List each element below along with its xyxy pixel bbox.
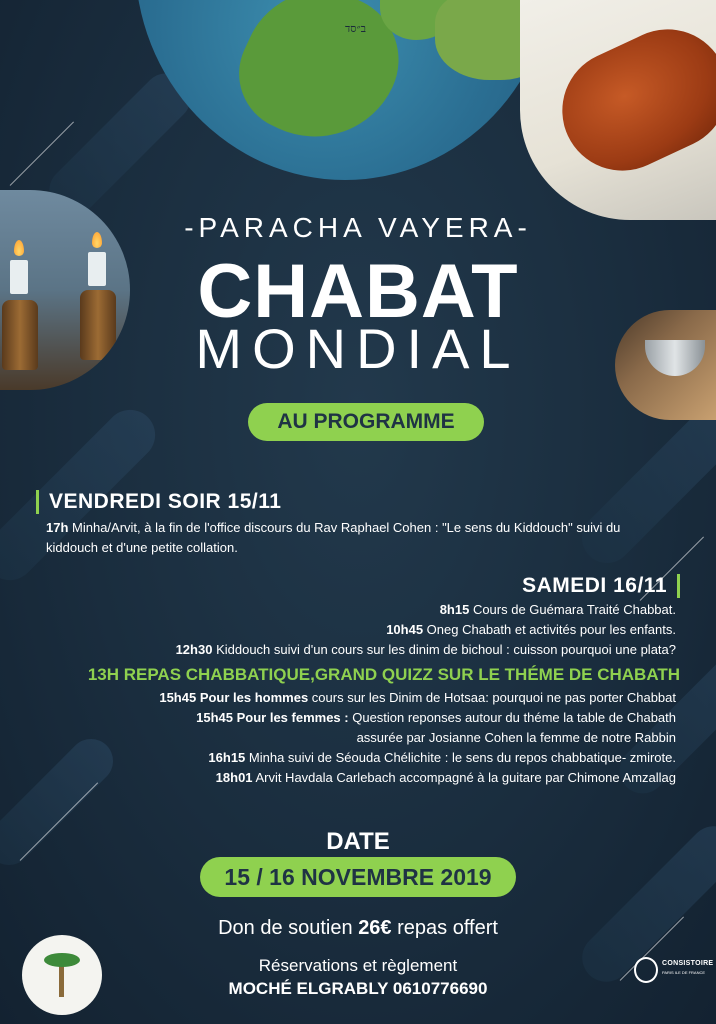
reservation-label: Réservations et règlement xyxy=(258,956,458,975)
meal-quiz-highlight: 13H REPAS CHABBATIQUE,GRAND QUIZZ SUR LE THÉME DE CHABATH xyxy=(87,665,680,684)
schedule-time: 10h45 xyxy=(386,622,424,637)
date-badge: 15 / 16 NOVEMBRE 2019 xyxy=(200,857,516,897)
consistoire-logo-title: CONSISTOIRE xyxy=(662,960,714,967)
page-title: CHABAT xyxy=(197,249,519,334)
friday-schedule xyxy=(46,518,676,558)
contact-phone[interactable]: MOCHÉ ELGRABLY 0610776690 xyxy=(228,979,488,998)
program-badge: AU PROGRAMME xyxy=(248,403,484,441)
schedule-text: Cours de Guémara Traité Chabbat. xyxy=(469,602,676,617)
schedule-item xyxy=(36,600,676,620)
schedule-text: assurée par Josianne Cohen la femme de notre Rabbin xyxy=(356,730,676,745)
date-label: DATE xyxy=(326,828,390,855)
donation-suffix: repas offert xyxy=(391,917,498,939)
friday-heading-text: VENDREDI SOIR 15/11 xyxy=(49,490,282,513)
schedule-text: Oneg Chabath et activités pour les enfants. xyxy=(423,622,676,637)
community-logo xyxy=(22,935,102,1015)
page-title-line2: MONDIAL xyxy=(195,317,521,380)
schedule-text: cours sur les Dinim de Hotsaa: pourquoi ne pas porter Chabbat xyxy=(308,690,676,705)
consistoire-logo xyxy=(634,955,712,987)
schedule-time: 16h15 xyxy=(208,750,246,765)
schedule-text: Question reponses autour du théme la table de Chabath xyxy=(348,710,676,725)
challah-loaf xyxy=(543,10,716,191)
schedule-text: Kiddouch suivi d'un cours sur les dinim de bichoul : cuisson pourquoi une plata? xyxy=(212,642,676,657)
saturday-afternoon-schedule xyxy=(36,688,676,788)
consistoire-logo-subtitle: PARIS ILE DE FRANCE xyxy=(662,970,706,975)
schedule-item xyxy=(36,748,676,768)
schedule-item xyxy=(36,708,676,728)
friday-text: Minha/Arvit, à la fin de l'office discours du Rav Raphael Cohen : "Le sens du Kiddouch" suivi du kiddouch et d'une petite collation. xyxy=(46,520,621,555)
friday-heading xyxy=(36,490,676,514)
schedule-time: 15h45 Pour les femmes : xyxy=(196,710,349,725)
palm-leaf-icon xyxy=(44,953,80,967)
donation-line xyxy=(0,917,716,940)
donation-amount: 26€ xyxy=(358,917,392,939)
schedule-time: 18h01 xyxy=(215,770,253,785)
schedule-time: 15h45 Pour les hommes xyxy=(159,690,309,705)
schedule-item xyxy=(36,640,676,660)
schedule-text: Minha suivi de Séouda Chélichite : le sens du repos chabbatique- zmirote. xyxy=(245,750,676,765)
schedule-item xyxy=(36,620,676,640)
schedule-text: Arvit Havdala Carlebach accompagné à la guitare par Chimone Amzallag xyxy=(252,770,676,785)
donation-prefix: Don de soutien xyxy=(218,917,359,939)
friday-time: 17h xyxy=(46,520,69,535)
schedule-item xyxy=(36,688,676,708)
consistoire-emblem-icon xyxy=(634,957,658,983)
schedule-time: 8h15 xyxy=(439,602,470,617)
saturday-morning-schedule xyxy=(36,600,676,660)
schedule-item xyxy=(36,768,676,788)
schedule-item xyxy=(36,728,676,748)
parasha-subtitle: -PARACHA VAYERA- xyxy=(184,212,532,243)
schedule-time: 12h30 xyxy=(175,642,213,657)
hebrew-mark: ב״סד xyxy=(345,22,367,35)
palm-tree-icon xyxy=(59,963,64,997)
challah-bread-photo xyxy=(520,0,716,220)
saturday-heading-text: SAMEDI 16/11 xyxy=(522,574,667,597)
saturday-heading xyxy=(522,574,680,598)
